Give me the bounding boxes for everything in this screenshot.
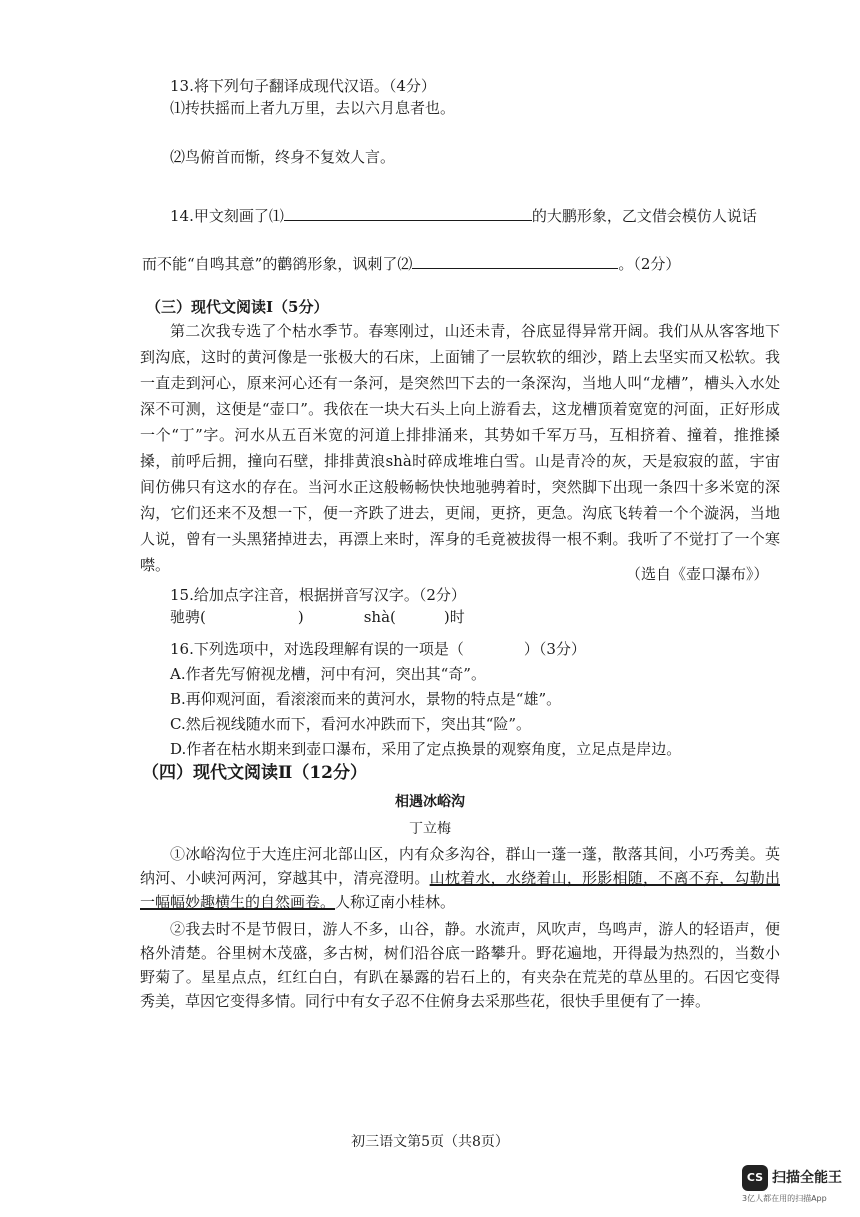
article-paragraph-1 [140,842,780,914]
scanner-app-name: 扫描全能王 [772,1170,842,1186]
article-paragraph-2: ②我去时不是节假日，游人不多，山谷，静。水流声，风吹声，鸟鸣声，游人的轻语声，便格外清楚。谷里树木茂盛，多古树，树们沿谷底一路攀升。野花遍地，开得最为热烈的，当数小野菊了。星星点点，红红白白，有趴在暴露的岩石上的，有夹杂在荒芜的草丛里的。石因它变得秀美，草因它变得多情。同行中有女子忍不住俯身去采那些花，很快手里便有了一捧。 [140,920,780,1010]
q16-stem-end: ）（3分） [523,640,586,658]
q14-line-1 [170,206,757,226]
q16-option-d: D.作者在枯水期来到壶口瀑布，采用了定点换景的观察角度，立足点是岸边。 [170,740,682,758]
article-title: 相遇冰峪沟 [395,794,465,810]
section-3-passage: 第二次我专选了个枯水季节。春寒刚过，山还未青，谷底显得异常开阔。我们从从客客地下到沟底，这时的黄河像是一张极大的石床，上面铺了一层软软的细沙，踏上去坚实而又松软。我一直走到河心，原来河心还有一条河，是突然凹下去的一条深沟，当地人叫“龙槽”，槽头入水处深不可测，这便是“壶口”。我依在一块大石头上向上游看去，这龙槽顶着宽宽的河面，正好形成一个“丁”字。河水从五百米宽的河道上排排涌来，其势如千军万马，互相挤着、撞着，推推搡搡，前呼后拥，撞向石壁，排排黄浪shà时碎成堆堆白雪。山是青冷的灰，天是寂寂的蓝，宇宙间仿佛只有这水的存在。当河水正这般畅畅快快地驰骋着时，突然脚下出现一条四十多米宽的深沟，它们还来不及想一下，便一齐跌了进去，更闹，更挤，更急。沟底飞转着一个个漩涡，当地人说，曾有一头黑猪掉进去，再漂上来时，浑身的毛竟被拔得一根不剩。我听了不觉打了一个寒噤。 [140,322,780,574]
q13-stem: 13.将下列句子翻译成现代汉语。（4分） [170,77,436,95]
q16-option-b: B.再仰观河面，看滚滚而来的黄河水，景物的特点是“雄”。 [170,690,562,708]
section-3-source: （选自《壶口瀑布》） [626,565,769,583]
q16-stem: 16.下列选项中，对选段理解有误的一项是（ [170,640,464,658]
q16-option-c: C.然后视线随水而下，看河水冲跌而下，突出其“险”。 [170,715,532,733]
paragraph-1-text-b: 人称辽南小桂林。 [335,893,456,911]
q15-answer-line [170,607,465,627]
paragraph-1-text-a: ①冰峪沟位于大连庄河北部山区，内有众多沟谷，群山一蓬一蓬，散落其间，小巧秀美。英纳河、小峡河两河，穿越其中，清亮澄明。 [140,845,780,887]
scanner-tagline: 3亿人都在用的扫描App [742,1194,827,1203]
scanner-logo-icon: CS [742,1165,768,1191]
q14-blank-2[interactable] [412,254,618,269]
article-author: 丁立梅 [409,821,451,837]
paragraph-1-underlined: 山枕着水，水绕着山，形影相随，不离不弃，勾勒出一幅幅妙趣横生的自然画卷。 [140,869,780,911]
q14-part-3: 而不能“自鸣其意”的鹳鹆形象，讽刺了⑵ [142,255,413,273]
q14-part-2: 的大鹏形象，乙文借会模仿人说话 [531,207,757,225]
q16-stem-line [170,639,586,659]
section-3-title: （三）现代文阅读Ⅰ（5分） [146,298,329,316]
q15-close-1: ) [297,608,304,626]
q16-option-a: A.作者先写俯视龙槽，河中有河，突出其“奇”。 [170,665,486,683]
section-4-title: （四）现代文阅读Ⅱ（12分） [142,763,367,783]
q15-stem: 15.给加点字注音，根据拼音写汉字。（2分） [170,586,466,604]
page-footer: 初三语文第5页（共8页） [351,1134,509,1150]
q13-sentence-1: ⑴抟扶摇而上者九万里，去以六月息者也。 [170,99,456,117]
q15-close-2: )时 [443,608,465,626]
q14-part-4: 。（2分） [618,255,681,273]
q15-pinyin: shà( [363,608,396,626]
q14-part-1: 14.甲文刻画了⑴ [170,207,284,225]
q13-sentence-2: ⑵鸟俯首而惭，终身不复效人言。 [170,148,396,166]
scanner-watermark [742,1165,846,1205]
q15-word-1: 驰骋( [170,608,206,626]
q14-blank-1[interactable] [284,206,532,221]
q14-line-2 [142,254,680,274]
